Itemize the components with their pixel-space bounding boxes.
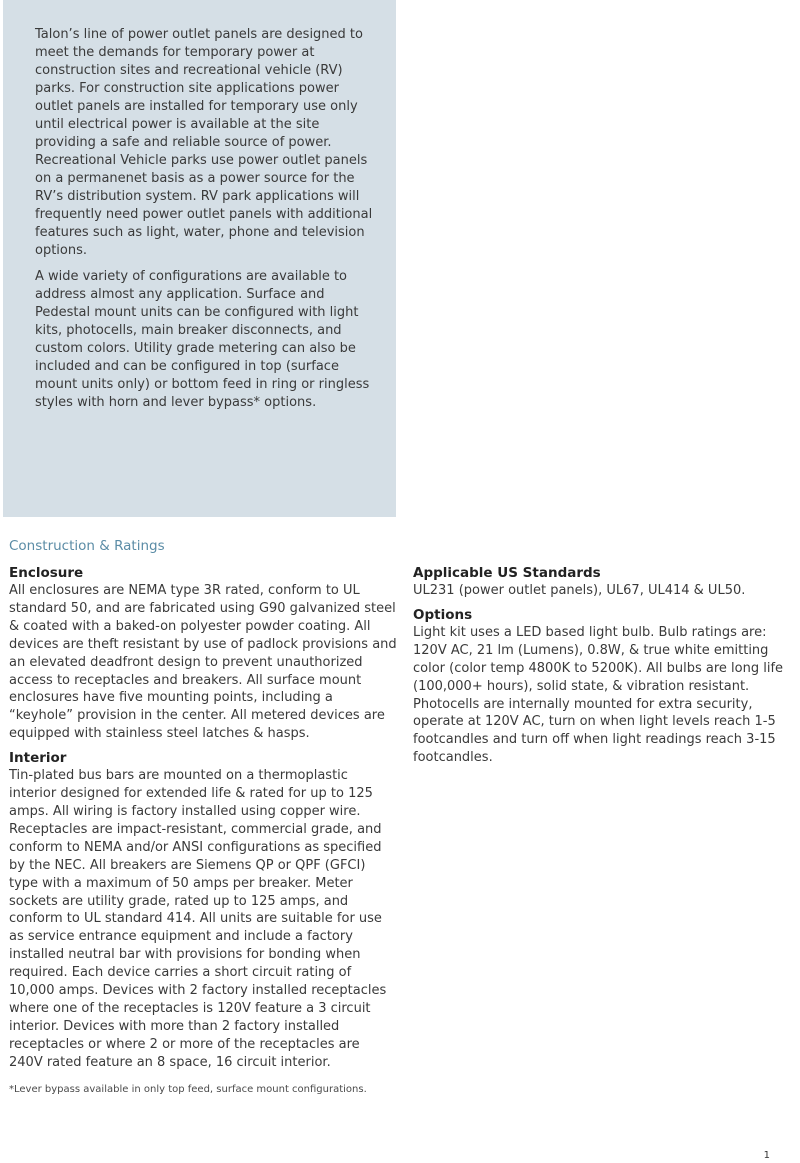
standards-text: UL231 (power outlet panels), UL67, UL414 & UL50. [413,583,746,598]
enclosure-heading: Enclosure [9,565,84,581]
right-column [413,564,798,773]
footnote: *Lever bypass available in only top feed, surface mount configurations. [9,1084,367,1095]
intro-paragraph-2: A wide variety of configurations are available to address almost any application. Surface and Pedestal mount units can be configured with light kits, photocells, main breaker disconnects, and custom colors. Utility grade metering can also be included and can be configured in top (surface mount units only) or bottom feed in ring or ringless styles with horn and lever bypass* options. [35,269,370,410]
enclosure-text: All enclosures are NEMA type 3R rated, conform to UL standard 50, and are fabricated using G90 galvanized steel & coated with a baked-on polyester powder coating. All devices are theft resistant by use of padlock provisions and an elevated deadfront design to prevent unauthorized access to receptacles and breakers. All surface mount enclosures have five mounting points, including a “keyhole” provision in the center. All metered devices are equipped with stainless steel latches & hasps. [9,583,397,742]
options-heading: Options [413,606,473,623]
interior-text: Tin-plated bus bars are mounted on a thermoplastic interior designed for extended life & rated for up to 125 amps. All wiring is factory installed using copper wire. Receptacles are impact-resistant, commercial grade, and conform to NEMA and/or ANSI configurations as specified by the NEC. All breakers are Siemens QP or QPF (GFCI) type with a maximum of 50 amps per breaker. Meter sockets are utility grade, rated up to 125 amps, and conform to UL standard 414. All units are suitable for use as service entrance equipment and include a factory installed neutral bar with provisions for bonding when required. Each device carries a short circuit rating of 10,000 amps. Devices with 2 factory installed receptacles where one of the receptacles is 120V feature a 3 circuit interior. Devices with more than 2 factory installed receptacles or where 2 or more of the receptacles are 240V rated feature an 8 space, 16 circuit interior. [9,768,387,1070]
interior-heading: Interior [9,750,67,767]
standards-heading: Applicable US Standards [413,565,601,581]
left-column [9,564,397,1078]
page-number: 1 [763,1150,770,1161]
options-text: Light kit uses a LED based light bulb. Bulb ratings are: 120V AC, 21 lm (Lumens), 0.8W, & true white emitting color (color temp 4800K to 5200K). All bulbs are long life (100,000+ hours), solid state, & vibration resistant. Photocells are internally mounted for extra security, operate at 120V AC, turn on when light levels reach 1-5 footcandles and turn off when light readings reach 3-15 footcandles. [413,624,784,766]
intro-panel [3,0,396,517]
section-title: Construction & Ratings [9,538,165,554]
intro-text [35,26,380,420]
intro-paragraph-1: Talon’s line of power outlet panels are designed to meet the demands for temporary power at construction sites and recreational vehicle (RV) parks. For construction site applications power outlet panels are installed for temporary use only until electrical power is available at the site providing a safe and reliable source of power. Recreational Vehicle parks use power outlet panels on a permanenet basis as a power source for the RV’s distribution system. RV park applications will frequently need power outlet panels with additional features such as light, water, phone and television options. [35,27,373,258]
